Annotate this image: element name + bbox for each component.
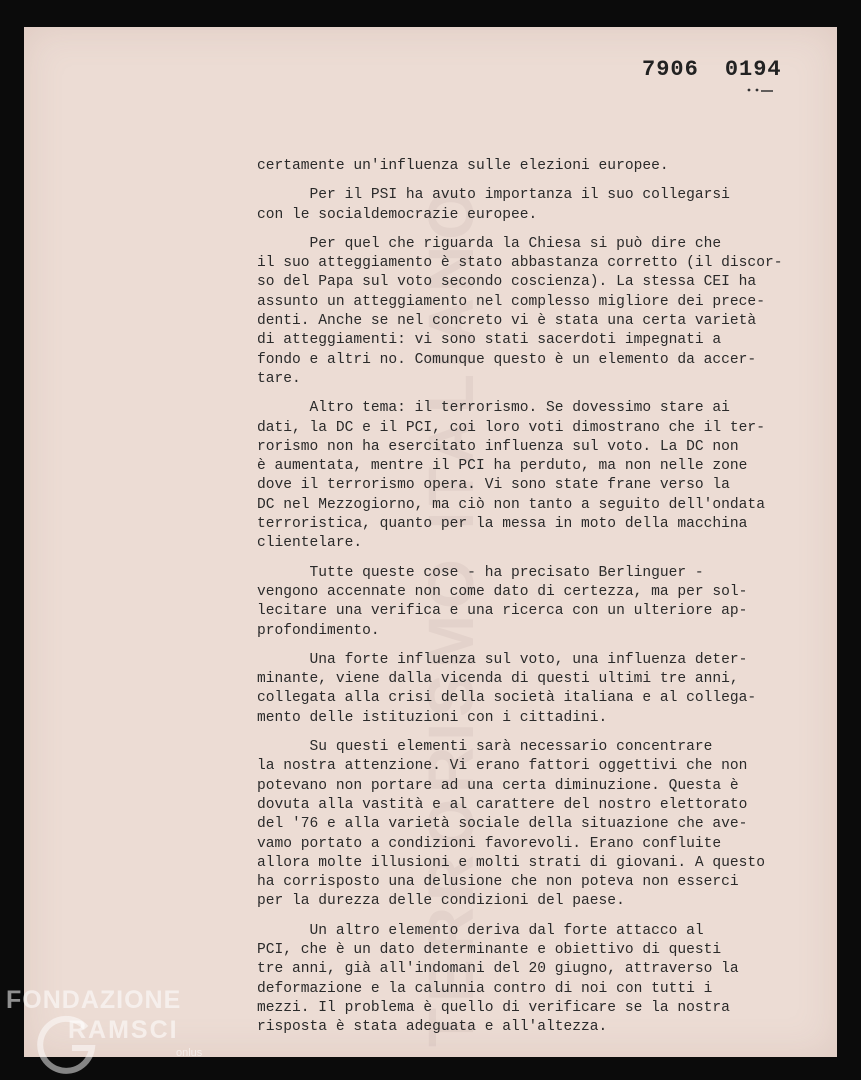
- paragraph-8: Un altro elemento deriva dal forte attacco al PCI, che è un dato determinante e obiettivo di questi tre anni, già all'indomani del 20 giugno, attraverso la deformazione e la calunnia contro di noi con tutti i mezzi. Il problema è quello di verificare se la nostra risposta è stata adeguata e all'altezza.: [257, 922, 739, 1036]
- paragraph-6: Una forte influenza sul voto, una influenza deter- minante, viene dalla vicenda di questi ultimi tre anni, collegata alla crisi della società italiana e al collega- mento delle istituzioni con i cittadini.: [257, 651, 757, 726]
- document-page: [24, 27, 837, 1057]
- paragraph-3: Per quel che riguarda la Chiesa si può dire che il suo atteggiamento è stato abbastanza corretto (il discor- so del Papa sul voto secondo coscienza). La stessa CEI ha assunto un atteggiamento nel complesso migliore dei prece- denti. Anche se nel concreto vi è stata una certa varietà di atteggiamenti: vi sono stati sacerdoti impegnati a fondo e altri no. Comunque questo è un elemento da accer- tare.: [257, 235, 783, 387]
- watermark-line2: RAMSCI: [68, 1016, 179, 1044]
- watermark-suffix: onlus: [176, 1047, 203, 1059]
- document-body: [257, 157, 827, 1047]
- paragraph-2: Per il PSI ha avuto importanza il suo collegarsi con le socialdemocrazie europee.: [257, 187, 730, 223]
- paragraph-1: certamente un'influenza sulle elezioni europee.: [257, 158, 669, 174]
- document-number-right: 0194: [724, 57, 782, 82]
- paragraph-7: Su questi elementi sarà necessario concentrare la nostra attenzione. Vi erano fattori oggettivi che non potevano non portare ad una certa diminuzione. Questa è dovuta alla vastità e al carattere del nostro elettorato del '76 e alla varietà sociale della situazione che ave- vamo portato a condizioni favorevoli. Erano confluite allora molte illusioni e molti strati di giovani. A questo ha corrisposto una delusione che non poteva non esserci per la durezza delle condizioni del paese.: [257, 739, 765, 910]
- fondazione-gramsci-watermark: [6, 986, 216, 1076]
- handwritten-mark-icon: [744, 87, 774, 97]
- document-number-left: 7906: [642, 57, 699, 82]
- document-number: [642, 57, 782, 82]
- watermark-line1: FONDAZIONE: [6, 986, 182, 1014]
- paragraph-5: Tutte queste cose - ha precisato Berlinguer - vengono accennate non come dato di certezza, ma per sol- lecitare una verifica e una ricerca con un ulteriore ap- profondimento.: [257, 564, 748, 639]
- show-through-bleed: TERRORISMO ITALIANO: [415, 184, 487, 1047]
- paragraph-4: Altro tema: il terrorismo. Se dovessimo stare ai dati, la DC e il PCI, coi loro voti dimostrano che il ter- rorismo non ha esercitato influenza sul voto. La DC non è aumentata, mentre il PCI ha perduto, ma non nelle zone dove il terrorismo opera. Vi sono state frane verso la DC nel Mezzogiorno, ma ciò non tanto a seguito dell'ondata terroristica, quanto per la messa in moto della macchina clientelare.: [257, 400, 765, 552]
